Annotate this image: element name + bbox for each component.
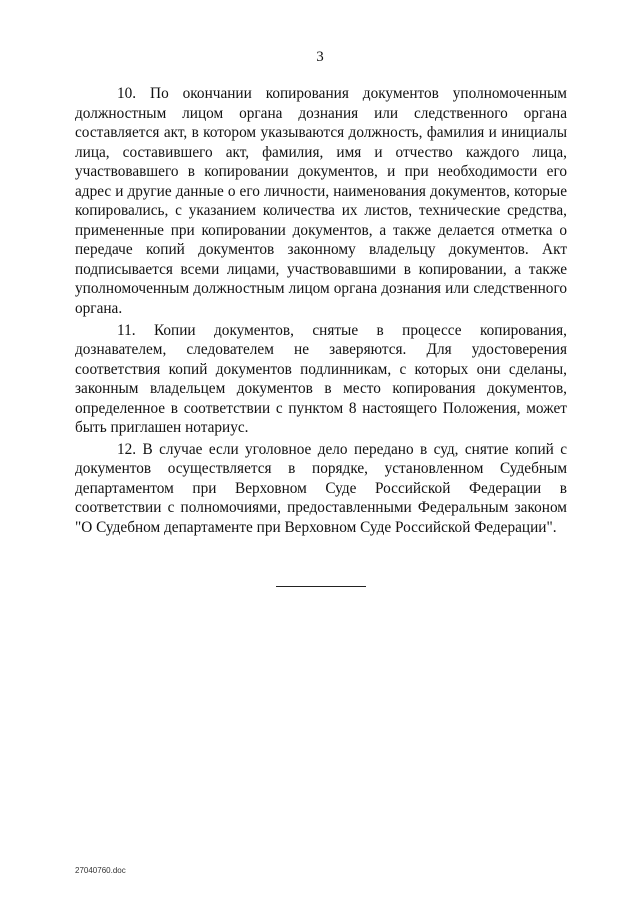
page-number: 3 (316, 49, 324, 65)
document-body (75, 84, 567, 538)
paragraph-10: 10. По окончании копирования документов уполномоченным должностным лицом органа дознания или следственного органа составляется акт, в котором указываются должность, фамилия и инициалы лица, составившего акт, фамилия, имя и отчество каждого лица, участвовавшего в копировании документов, и при необходимости его адрес и другие данные о его личности, наименования документов, которые копировались, с указанием количества их листов, технические средства, примененные при копировании документов, а также делается отметка о передаче копий документов законному владельцу документов. Акт подписывается всеми лицами, участвовавшими в копировании, а также уполномоченным должностным лицом органа дознания или следственного органа. (75, 85, 567, 318)
end-separator-line (276, 586, 366, 587)
footer-filename: 27040760.doc (75, 866, 126, 875)
paragraph-11: 11. Копии документов, снятые в процессе копирования, дознавателем, следователем не заверяются. Для удостоверения соответствия копий документов подлинникам, с которых они сделаны, законным владельцем документов в место копирования документов, определенное в соответствии с пунктом 8 настоящего Положения, может быть приглашен нотариус. (75, 321, 567, 437)
paragraph-12: 12. В случае если уголовное дело передано в суд, снятие копий с документов осуществляется в порядке, установленном Судебным департаментом при Верховном Суде Российской Федерации в соответствии с полномочиями, предоставленными Федеральным законом "О Судебном департаменте при Верховном Суде Российской Федерации". (75, 440, 567, 537)
